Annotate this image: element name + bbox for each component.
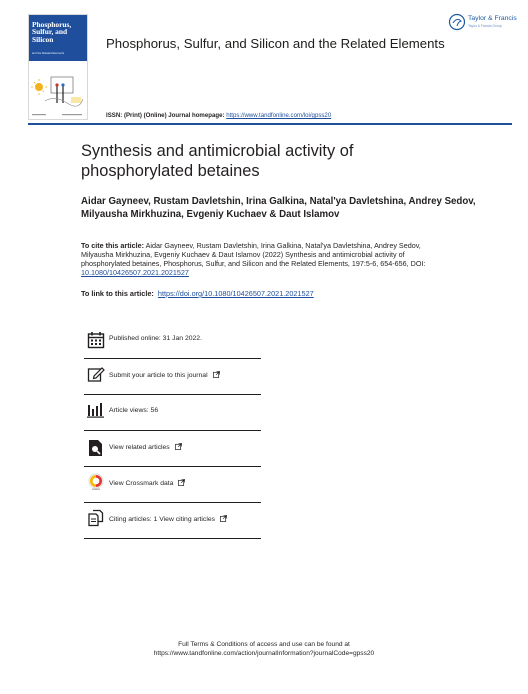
journal-title[interactable]: Phosphorus, Sulfur, and Silicon and the Related Elements [106,36,445,51]
publisher-tagline: Taylor & Francis Group [468,24,502,28]
published-online-row [84,323,261,359]
article-authors: Aidar Gayneev, Rustam Davletshin, Irina Galkina, Natal'ya Davletshina, Andrey Sedov, Milyausha Mirkhuzina, Evgeniy Kuchaev & Daut Islamov [81,196,476,220]
cover-publisher-strip [32,113,84,118]
crossmark-icon [87,473,105,491]
citation-label: To cite this article: [81,241,144,250]
issn-label: ISSN: (Print) (Online) Journal homepage: [106,112,225,119]
external-link-icon [213,371,220,378]
journal-cover-image [28,14,88,120]
edit-pencil-icon [87,365,105,383]
journal-homepage-link[interactable]: https://www.tandfonline.com/loi/gpss20 [226,112,332,119]
doi-link[interactable]: 10.1080/10426507.2021.2021527 [81,268,189,277]
citing-documents-icon [87,509,105,527]
submit-article-row[interactable] [84,359,261,395]
article-link-line [81,289,314,298]
bar-chart-icon [87,401,105,419]
submit-article-link[interactable]: Submit your article to this journal [109,371,220,379]
citing-articles-row[interactable] [84,503,261,539]
document-search-icon [87,439,105,457]
related-articles-link[interactable]: View related articles [109,443,182,451]
cover-illustration [31,73,87,113]
external-link-icon [175,443,182,450]
issn-line [106,112,331,119]
terms-footer [0,640,528,658]
header-divider [28,123,512,125]
citation-text: Aidar Gayneev, Rustam Davletshin, Irina Galkina, Natal'ya Davletshina, Andrey Sedov, Milyausha Mirkhuzina, Evgeniy Kuchaev & Daut Islamov (2022) Synthesis and antimicrobial activity of phosphorylated betaines, Phosphorus, Sulfur, and Silicon and the Related Elements, 197:5-6, 654-656, DOI: [81,241,426,268]
cover-masthead: Phosphorus, Sulfur, and Silicon [32,20,72,44]
crossmark-link[interactable]: View Crossmark data [109,479,185,487]
related-articles-row[interactable] [84,431,261,467]
article-title: Synthesis and antimicrobial activity of phosphorylated betaines [81,142,354,180]
cover-subtitle: and the Related Elements [32,51,65,55]
link-label: To link to this article: [81,289,154,298]
article-views-text: Article views: 56 [109,407,159,414]
external-link-icon [178,479,185,486]
citation-block [81,241,451,277]
article-doi-url-link[interactable]: https://doi.org/10.1080/10426507.2021.2021527 [157,289,314,298]
terms-text: Full Terms & Conditions of access and use can be found at [178,641,350,648]
article-views-row [84,395,261,431]
calendar-icon [87,331,105,349]
terms-url-link[interactable]: https://www.tandfonline.com/action/journalInformation?journalCode=gpss20 [153,650,375,657]
external-link-icon [220,515,227,522]
crossmark-row[interactable] [84,467,261,503]
published-date-text: Published online: 31 Jan 2022. [109,335,202,342]
publisher-name: Taylor & Francis [468,15,517,22]
citing-articles-link[interactable]: Citing articles: 1 View citing articles [109,515,227,523]
